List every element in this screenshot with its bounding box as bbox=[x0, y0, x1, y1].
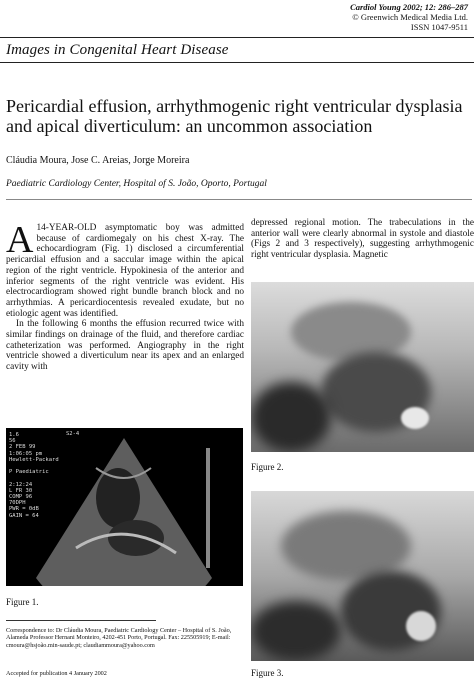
paragraph-1: 14-YEAR-OLD asymptomatic boy was admitted because of cardiomegaly on his chest X-ray. The echocardiogram (Fig. 1) disclosed a circumferential pericardial effusion and a saccular image within the apical region of the right ventricle. Hypokinesia of the anterior and inferior segments of the right ventricle was evident. His electrocardiogram showed right bundle branch block and no arrhythmias. A pericardiocentesis revealed exudate, but no etiologic agent was identified. bbox=[6, 223, 244, 319]
section-rule-bottom bbox=[0, 62, 474, 63]
drop-cap: A bbox=[6, 219, 34, 261]
publisher-line: © Greenwich Medical Media Ltd. bbox=[352, 12, 468, 22]
paragraph-2: In the following 6 months the effusion recurred twice with similar findings on drainage of the fluid, and therefore cardiac catheterization was performed. Angiography in the right ventricle showed a diverticulum near its apex and an enlarged cavity with bbox=[6, 319, 244, 373]
diverticulum-highlight bbox=[401, 407, 429, 429]
echo-header-text: S2-4 bbox=[66, 431, 80, 437]
figure-3-caption: Figure 3. bbox=[251, 668, 284, 678]
angio-dark-region bbox=[251, 382, 331, 452]
article-affiliation: Paediatric Cardiology Center, Hospital of S. João, Oporto, Portugal bbox=[6, 179, 267, 189]
figure-2-angiogram bbox=[251, 282, 474, 452]
section-rule-top bbox=[0, 37, 474, 38]
paragraph-3: depressed regional motion. The trabeculations in the anterior wall were clearly abnormal in systole and diastole (Figs 2 and 3 respectively), suggesting arrhythmogenic right ventricular dysplasia. Magnetic bbox=[251, 218, 474, 261]
issn-line: ISSN 1047-9511 bbox=[410, 22, 468, 32]
angio-dark-region bbox=[251, 601, 341, 661]
echo-overlay-text: 1.6 56 2 FEB 99 1:06:05 pm Hewlett-Packard P Paediatric 2:12:24 L FR 30 COMP 96 70DPH PWR = 0dB GAIN = 64 bbox=[9, 432, 59, 519]
header-divider bbox=[6, 199, 472, 200]
diverticulum-highlight bbox=[406, 611, 436, 641]
body-column-right bbox=[251, 218, 474, 261]
footnote-rule bbox=[6, 620, 156, 621]
correspondence-note: Correspondence to: Dr Cláudia Moura, Paediatric Cardiology Center – Hospital of S. João, Alameda Professor Hernani Monteiro, 4202-451 Porto, Portugal. Fax: 225505919; E-mail: cmoura@hsjoão.min-saude.pt; claudiammoura@yahoo.com bbox=[6, 627, 232, 649]
body-column-left bbox=[6, 219, 244, 373]
figure-3-angiogram bbox=[251, 491, 474, 661]
article-authors: Cláudia Moura, Jose C. Areias, Jorge Moreira bbox=[6, 155, 190, 166]
journal-citation: Cardiol Young 2002; 12: 286–287 bbox=[350, 2, 468, 12]
figure-1-echocardiogram bbox=[6, 428, 243, 586]
figure-2-caption: Figure 2. bbox=[251, 462, 284, 472]
figure-1-caption: Figure 1. bbox=[6, 597, 39, 607]
article-title: Pericardial effusion, arrhythmogenic right ventricular dysplasia and apical diverticulum: an uncommon association bbox=[6, 96, 463, 136]
journal-header bbox=[350, 2, 468, 32]
accepted-date: Accepted for publication 4 January 2002 bbox=[6, 670, 107, 677]
section-heading: Images in Congenital Heart Disease bbox=[6, 42, 229, 58]
